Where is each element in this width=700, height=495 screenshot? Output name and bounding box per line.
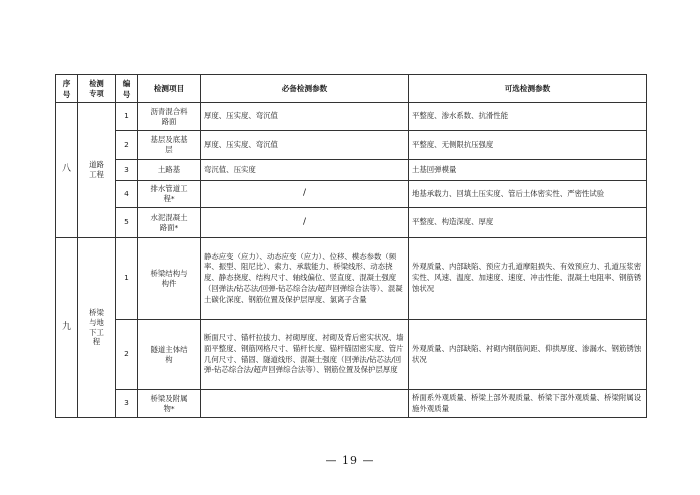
group-seq: 九 [56,238,78,418]
row-required: 静态应变（应力）、动态应变（应力）、位移、模态参数（频率、振型、阻尼比）、索力、承载能力、桥梁线形、动态挠度、静态挠度、结构尺寸、轴线偏位、竖直度、混凝土强度（回弹法/钻芯法/回弹-钻芯综合法/超声回弹综合法等）、混凝土碳化深度、钢筋位置及保护层厚度、氯离子含量 [201,238,409,320]
header-no: 编号 [116,75,138,103]
row-required: 厚度、压实度、弯沉值 [201,103,409,131]
row-optional: 平整度、无侧限抗压强度 [409,131,647,160]
header-optional: 可选检测参数 [409,75,647,103]
row-item [138,390,201,418]
row-item-text: 桥梁及附属 物* [150,393,188,413]
row-required: 厚度、压实度、弯沉值 [201,131,409,160]
table-row [56,390,647,418]
group-specialty [78,103,116,238]
row-item [138,131,201,160]
row-item [138,320,201,390]
row-item-text: 沥青混合料 路面 [150,106,188,126]
row-item [138,160,201,181]
row-no: 4 [116,181,138,208]
row-optional: 地基承载力、回填土压实度、管后土体密实性、严密性试验 [409,181,647,208]
row-item-text: 隧道主体结 构 [150,344,188,364]
row-item [138,181,201,208]
row-optional: 桥面系外观质量、桥梁上部外观质量、桥梁下部外观质量、桥梁附属设施外观质量 [409,390,647,418]
table-row [56,181,647,208]
row-no: 5 [116,208,138,238]
row-required: 断面尺寸、锚杆拉拔力、衬砌厚度、衬砌及背后密实状况、墙面平整度、钢筋网格尺寸、锚杆长度、锚杆锚固密实度、管片几何尺寸、锚固、隧道线形、混凝土强度（回弹法/钻芯法/回弹-钻芯综合法/超声回弹综合法等）、钢筋位置及保护层厚度 [201,320,409,390]
row-optional: 平整度、构造深度、厚度 [409,208,647,238]
row-optional: 外观质量、内部缺陷、预应力孔道摩阻损失、有效预应力、孔道压浆密实性、风速、温度、加速度、速度、冲击性能、混凝土电阻率、钢筋锈蚀状况 [409,238,647,320]
row-item-text: 排水管道工 程* [150,184,188,203]
header-specialty-text: 检测 专项 [89,79,104,98]
table-row [56,160,647,181]
table-header-row [56,75,647,103]
row-optional: 外观质量、内部缺陷、衬砌内钢筋间距、仰拱厚度、渗漏水、钢筋锈蚀状况 [409,320,647,390]
row-required: / [201,208,409,238]
table-row [56,208,647,238]
header-item: 检测项目 [138,75,201,103]
row-no: 1 [116,103,138,131]
inspection-parameter-table [55,74,647,418]
row-optional: 土基回弹模量 [409,160,647,181]
header-required: 必备检测参数 [201,75,409,103]
row-no: 2 [116,320,138,390]
header-seq: 序号 [56,75,78,103]
group-specialty-text: 道路 工程 [89,160,104,179]
row-required [201,390,409,418]
row-item [138,103,201,131]
row-item [138,238,201,320]
row-item-text: 基层及底基 层 [150,135,188,154]
row-required: / [201,181,409,208]
row-item-text: 水泥混凝土 路面* [150,212,188,232]
group-specialty-text: 桥梁 与地 下工 程 [89,308,104,347]
table-row [56,131,647,160]
row-no: 1 [116,238,138,320]
table-row [56,320,647,390]
page-number: — 19 — [325,454,375,467]
row-optional: 平整度、渗水系数、抗滑性能 [409,103,647,131]
row-no: 2 [116,131,138,160]
table-row [56,103,647,131]
row-required: 弯沉值、压实度 [201,160,409,181]
header-specialty [78,75,116,103]
group-specialty [78,238,116,418]
row-item-text: 桥梁结构与 构件 [150,268,188,288]
row-item-text: 土路基 [157,165,181,174]
table-row [56,238,647,320]
group-seq: 八 [56,103,78,238]
row-item [138,208,201,238]
row-no: 3 [116,160,138,181]
row-no: 3 [116,390,138,418]
